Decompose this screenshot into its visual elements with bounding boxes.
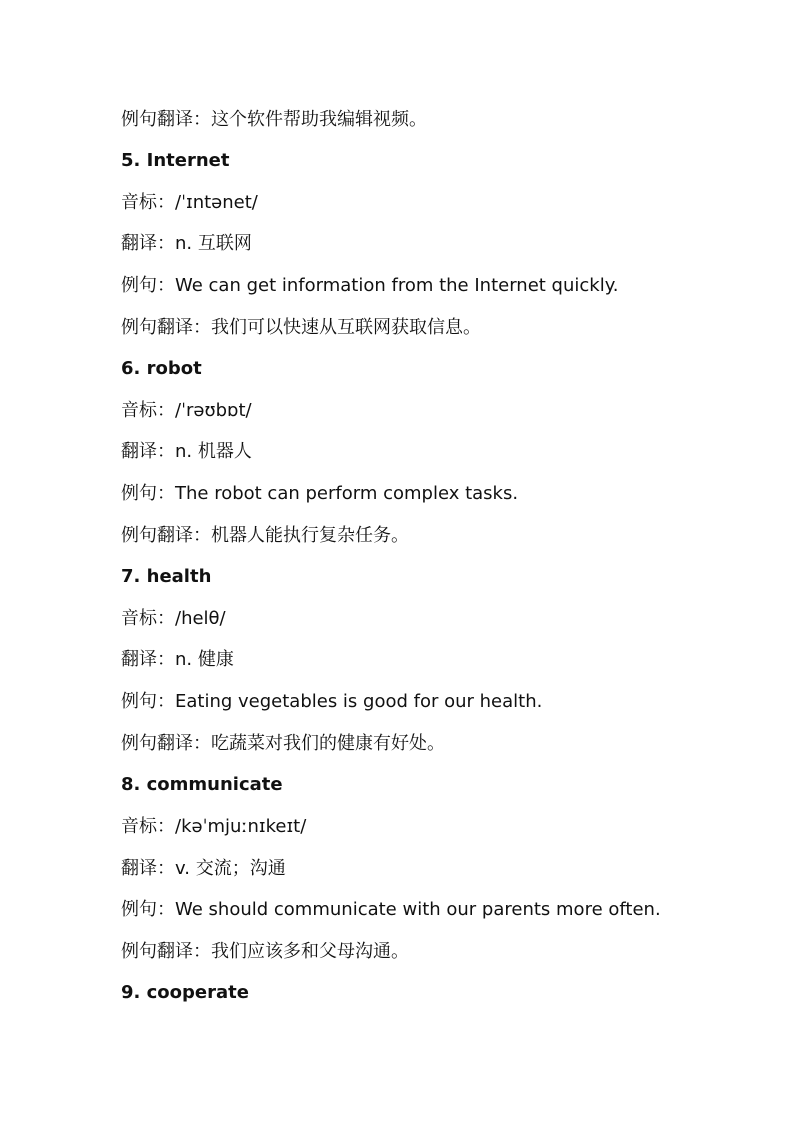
- translation-line: [121, 440, 252, 464]
- line-label: 例句：: [121, 275, 175, 296]
- line-value: 我们应该多和父母沟通。: [211, 941, 409, 962]
- phonetic-line: [121, 191, 258, 215]
- line-value: /ˈrəʊbɒt/: [175, 400, 252, 421]
- line-value: We should communicate with our parents more often.: [175, 899, 661, 920]
- translation-line: [121, 857, 286, 881]
- example-translation-line: [121, 524, 409, 548]
- line-value: 吃蔬菜对我们的健康有好处。: [211, 733, 445, 754]
- line-label: 例句翻译：: [121, 733, 211, 754]
- line-label: 音标：: [121, 608, 175, 629]
- line-value: n. 健康: [175, 649, 234, 670]
- line-label: 翻译：: [121, 649, 175, 670]
- line-label: 音标：: [121, 192, 175, 213]
- example-translation-line: [121, 732, 445, 756]
- phonetic-line: [121, 399, 252, 423]
- line-label: 例句翻译：: [121, 525, 211, 546]
- line-value: /ˈɪntənet/: [175, 192, 258, 213]
- example-translation-line: [121, 940, 409, 964]
- example-line: [121, 690, 542, 714]
- line-label: 例句翻译：: [121, 317, 211, 338]
- line-label: 例句：: [121, 691, 175, 712]
- line-value: n. 机器人: [175, 441, 252, 462]
- line-label: 翻译：: [121, 441, 175, 462]
- line-label: 例句翻译：: [121, 109, 211, 130]
- translation-line: [121, 648, 234, 672]
- word-heading-robot: 6. robot: [121, 358, 202, 379]
- line-value: Eating vegetables is good for our health.: [175, 691, 543, 712]
- phonetic-line: [121, 607, 226, 631]
- line-value: n. 互联网: [175, 233, 252, 254]
- line-value: The robot can perform complex tasks.: [175, 483, 519, 504]
- line-label: 音标：: [121, 400, 175, 421]
- line-value: 机器人能执行复杂任务。: [211, 525, 409, 546]
- line-value: v. 交流；沟通: [175, 858, 286, 879]
- example-line: [121, 482, 518, 506]
- translation-line: [121, 232, 252, 256]
- example-line: [121, 274, 619, 298]
- word-heading-health: 7. health: [121, 566, 212, 587]
- line-value: /helθ/: [175, 608, 226, 629]
- line-label: 例句：: [121, 899, 175, 920]
- line-value: 这个软件帮助我编辑视频。: [211, 109, 427, 130]
- line-label: 例句翻译：: [121, 941, 211, 962]
- example-translation-line: [121, 316, 481, 340]
- line-value: 我们可以快速从互联网获取信息。: [211, 317, 481, 338]
- example-translation-line: [121, 108, 427, 132]
- line-label: 翻译：: [121, 233, 175, 254]
- word-heading-internet: 5. Internet: [121, 150, 230, 171]
- line-label: 翻译：: [121, 858, 175, 879]
- example-line: [121, 898, 661, 922]
- line-label: 例句：: [121, 483, 175, 504]
- line-label: 音标：: [121, 816, 175, 837]
- line-value: /kəˈmjuːnɪkeɪt/: [175, 816, 307, 837]
- line-value: We can get information from the Internet quickly.: [175, 275, 619, 296]
- phonetic-line: [121, 815, 306, 839]
- word-heading-communicate: 8. communicate: [121, 774, 283, 795]
- word-heading-cooperate: 9. cooperate: [121, 982, 249, 1003]
